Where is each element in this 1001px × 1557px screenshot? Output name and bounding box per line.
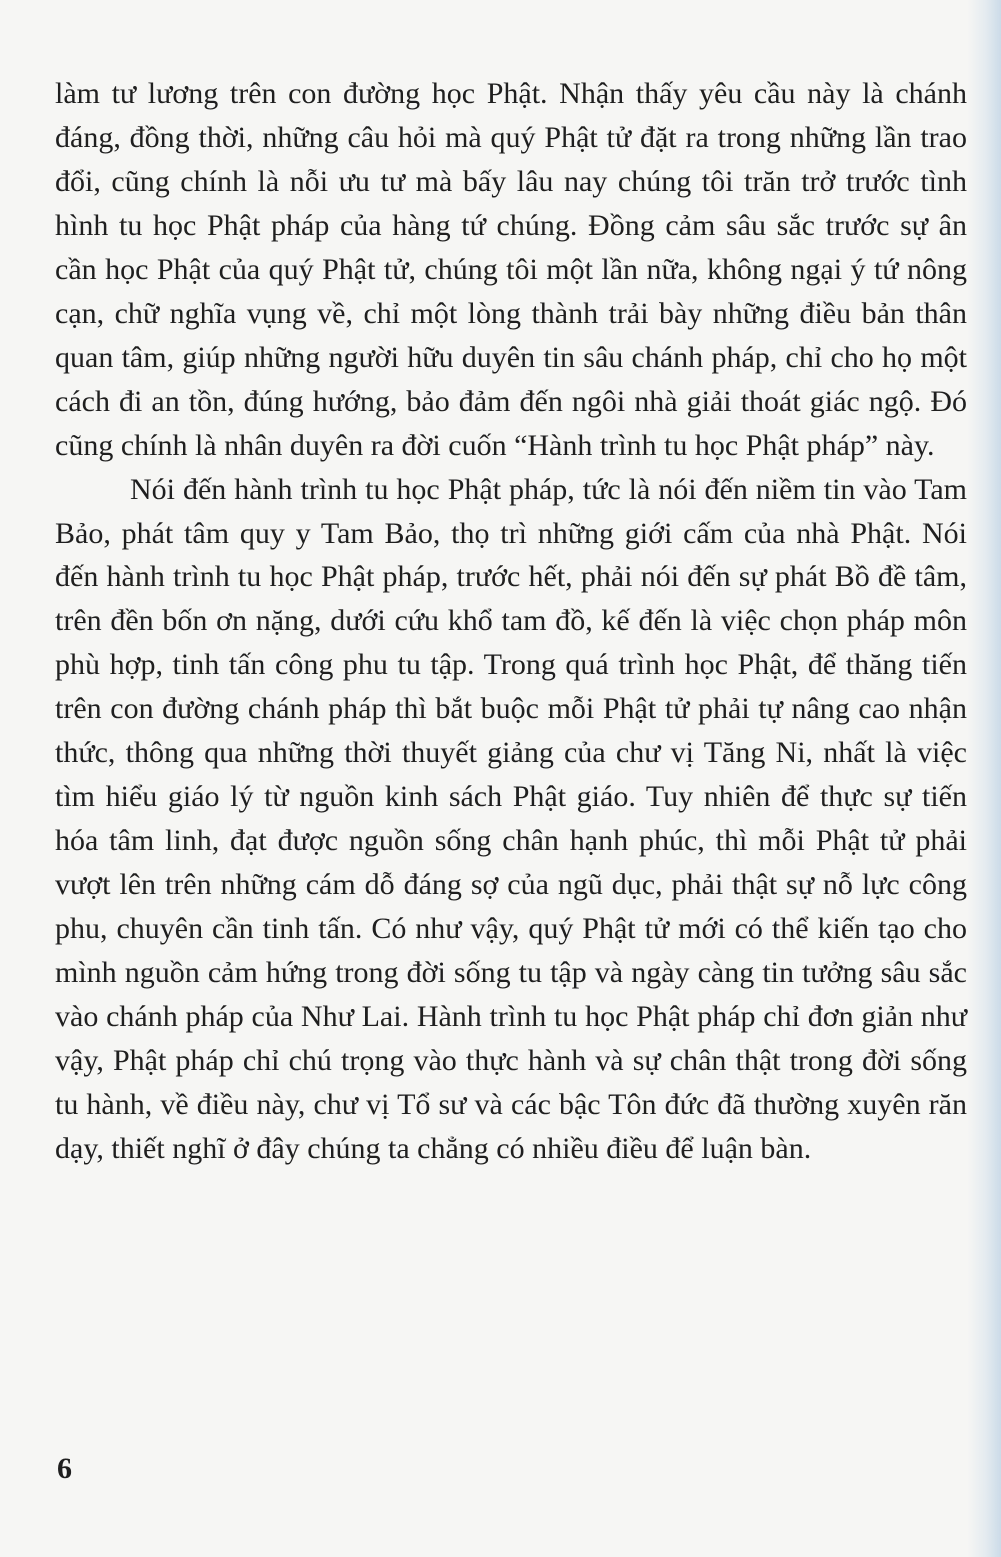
body-text <box>55 72 967 1171</box>
paragraph-2: Nói đến hành trình tu học Phật pháp, tức là nói đến niềm tin vào Tam Bảo, phát tâm quy y Tam Bảo, thọ trì những giới cấm của nhà Phật. Nói đến hành trình tu học Phật pháp, trước hết, phải nói đến sự phát Bồ đề tâm, trên đền bốn ơn nặng, dưới cứu khổ tam đồ, kế đến là việc chọn pháp môn phù hợp, tinh tấn công phu tu tập. Trong quá trình học Phật, để thăng tiến trên con đường chánh pháp thì bắt buộc mỗi Phật tử phải tự nâng cao nhận thức, thông qua những thời thuyết giảng của chư vị Tăng Ni, nhất là việc tìm hiểu giáo lý từ nguồn kinh sách Phật giáo. Tuy nhiên để thực sự tiến hóa tâm linh, đạt được nguồn sống chân hạnh phúc, thì mỗi Phật tử phải vượt lên trên những cám dỗ đáng sợ của ngũ dục, phải thật sự nỗ lực công phu, chuyên cần tinh tấn. Có như vậy, quý Phật tử mới có thể kiến tạo cho mình nguồn cảm hứng trong đời sống tu tập và ngày càng tin tưởng sâu sắc vào chánh pháp của Như Lai. Hành trình tu học Phật pháp chỉ đơn giản như vậy, Phật pháp chỉ chú trọng vào thực hành và sự chân thật trong đời sống tu hành, về điều này, chư vị Tổ sư và các bậc Tôn đức đã thường xuyên răn dạy, thiết nghĩ ở đây chúng ta chẳng có nhiều điều để luận bàn. <box>55 472 967 1165</box>
page-edge-shadow <box>967 0 1001 1557</box>
page-number: 6 <box>57 1452 72 1485</box>
paragraph-1: làm tư lương trên con đường học Phật. Nhận thấy yêu cầu này là chánh đáng, đồng thời, những câu hỏi mà quý Phật tử đặt ra trong những lần trao đổi, cũng chính là nỗi ưu tư mà bấy lâu nay chúng tôi trăn trở trước tình hình tu học Phật pháp của hàng tứ chúng. Đồng cảm sâu sắc trước sự ân cần học Phật của quý Phật tử, chúng tôi một lần nữa, không ngại ý tứ nông cạn, chữ nghĩa vụng về, chỉ một lòng thành trải bày những điều bản thân quan tâm, giúp những người hữu duyên tin sâu chánh pháp, chỉ cho họ một cách đi an tồn, đúng hướng, bảo đảm đến ngôi nhà giải thoát giác ngộ. Đó cũng chính là nhân duyên ra đời cuốn “Hành trình tu học Phật pháp” này. <box>55 77 967 462</box>
